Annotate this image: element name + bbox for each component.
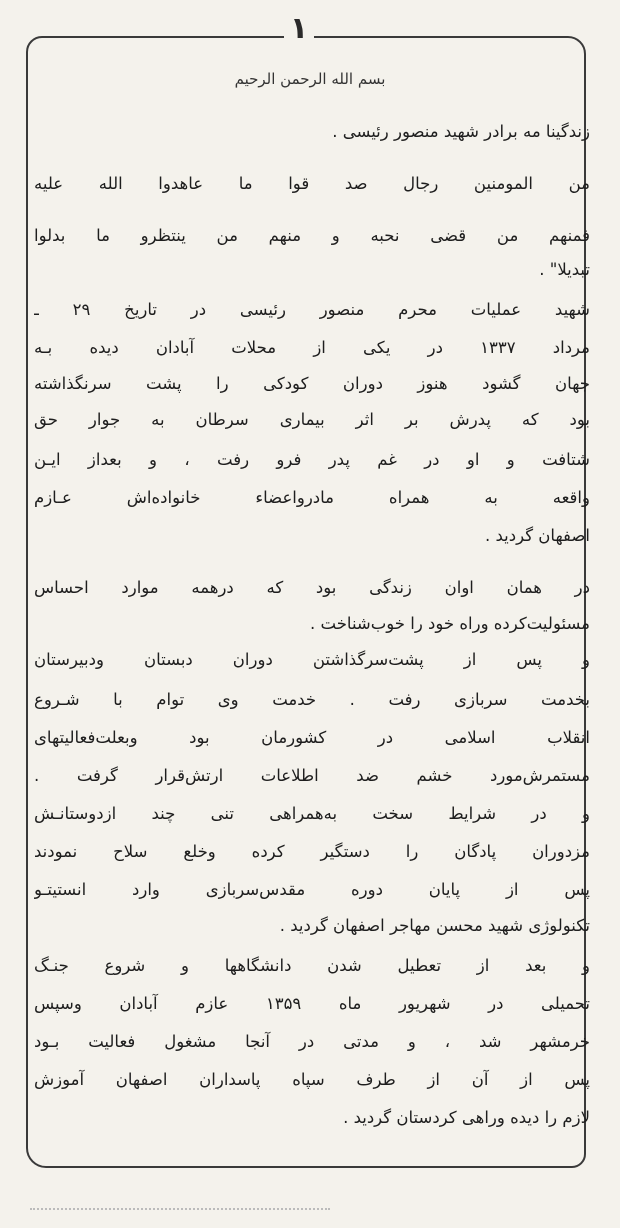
text-line: تحمیلی در شهریور ماه ۱۳۵۹ عازم آبادان وسپس bbox=[34, 994, 590, 1013]
text-line: فمنهم من قضی نحبه و منهم من ینتظرو ما بدلوا bbox=[34, 226, 590, 245]
text-line: و پس از پشت‌سرگذاشتن دوران دبستان ودبیرستان bbox=[34, 650, 590, 669]
page-number: ١ bbox=[284, 12, 314, 46]
text-line: و بعد از تعطیل شدن دانشگاهها و شروع جنـگ bbox=[34, 956, 590, 975]
text-line: مرداد ۱۳۳۷ در یکی از محلات آبادان دیده بـه bbox=[34, 338, 590, 357]
text-line: انقلاب اسلامی در کشورمان بود وبعلت‌فعالیتهای bbox=[34, 728, 590, 747]
bismillah-heading: بسم الله الرحمن الرحیم bbox=[234, 70, 386, 88]
text-line: واقعه به همراه مادرواعضاء خانواده‌اش عـازم bbox=[34, 488, 590, 507]
text-line: جهان گشود هنوز دوران کودکی را پشت سرنگذاشته bbox=[34, 374, 590, 393]
text-line: مسئولیت‌کرده وراه خود را خوب‌شناخت . bbox=[310, 614, 590, 633]
text-line: لازم را دیده وراهی کردستان گردید . bbox=[343, 1108, 590, 1127]
text-line: شتافت و او در غم پدر فرو رفت ، و بعداز ایـن bbox=[34, 450, 590, 469]
text-line: پس از پایان دوره مقدس‌سربازی وارد انستیتـو bbox=[34, 880, 590, 899]
text-line: بود که پدرش بر اثر بیماری سرطان به جوار حق bbox=[34, 410, 590, 429]
text-line: شهید عملیات محرم منصور رئیسی در تاریخ ۲۹ ـ bbox=[34, 300, 590, 319]
text-line: مزدوران پادگان را دستگیر کرده وخلع سلاح نمودند bbox=[34, 842, 590, 861]
text-line: خرمشهر شد ، و مدتی در آنجا مشغول فعالیت بـود bbox=[34, 1032, 590, 1051]
bottom-edge-smudge bbox=[30, 1208, 330, 1218]
text-line: مستمرش‌مورد خشم ضد اطلاعات ارتش‌قرار گرفت . bbox=[34, 766, 590, 785]
text-line: اصفهان گردید . bbox=[485, 526, 590, 545]
text-line: تکنولوژی شهید محسن مهاجر اصفهان گردید . bbox=[279, 916, 590, 935]
text-line: و در شرایط سخت به‌همراهی تنی چند ازدوستانـش bbox=[34, 804, 590, 823]
text-line: پس از آن از طرف سپاه پاسداران اصفهان آموزش bbox=[34, 1070, 590, 1089]
text-line: بخدمت سربازی رفت . خدمت وی توام با شـروع bbox=[34, 690, 590, 709]
text-line: من المومنین رجال صد قوا ما عاهدوا الله علیه bbox=[34, 174, 590, 193]
text-line: تبدیلا" . bbox=[539, 260, 590, 279]
text-line: در همان اوان زندگی بود که درهمه موارد احساس bbox=[34, 578, 590, 597]
text-line: زندگینا مه برادر شهید منصور رئیسی . bbox=[332, 122, 590, 141]
